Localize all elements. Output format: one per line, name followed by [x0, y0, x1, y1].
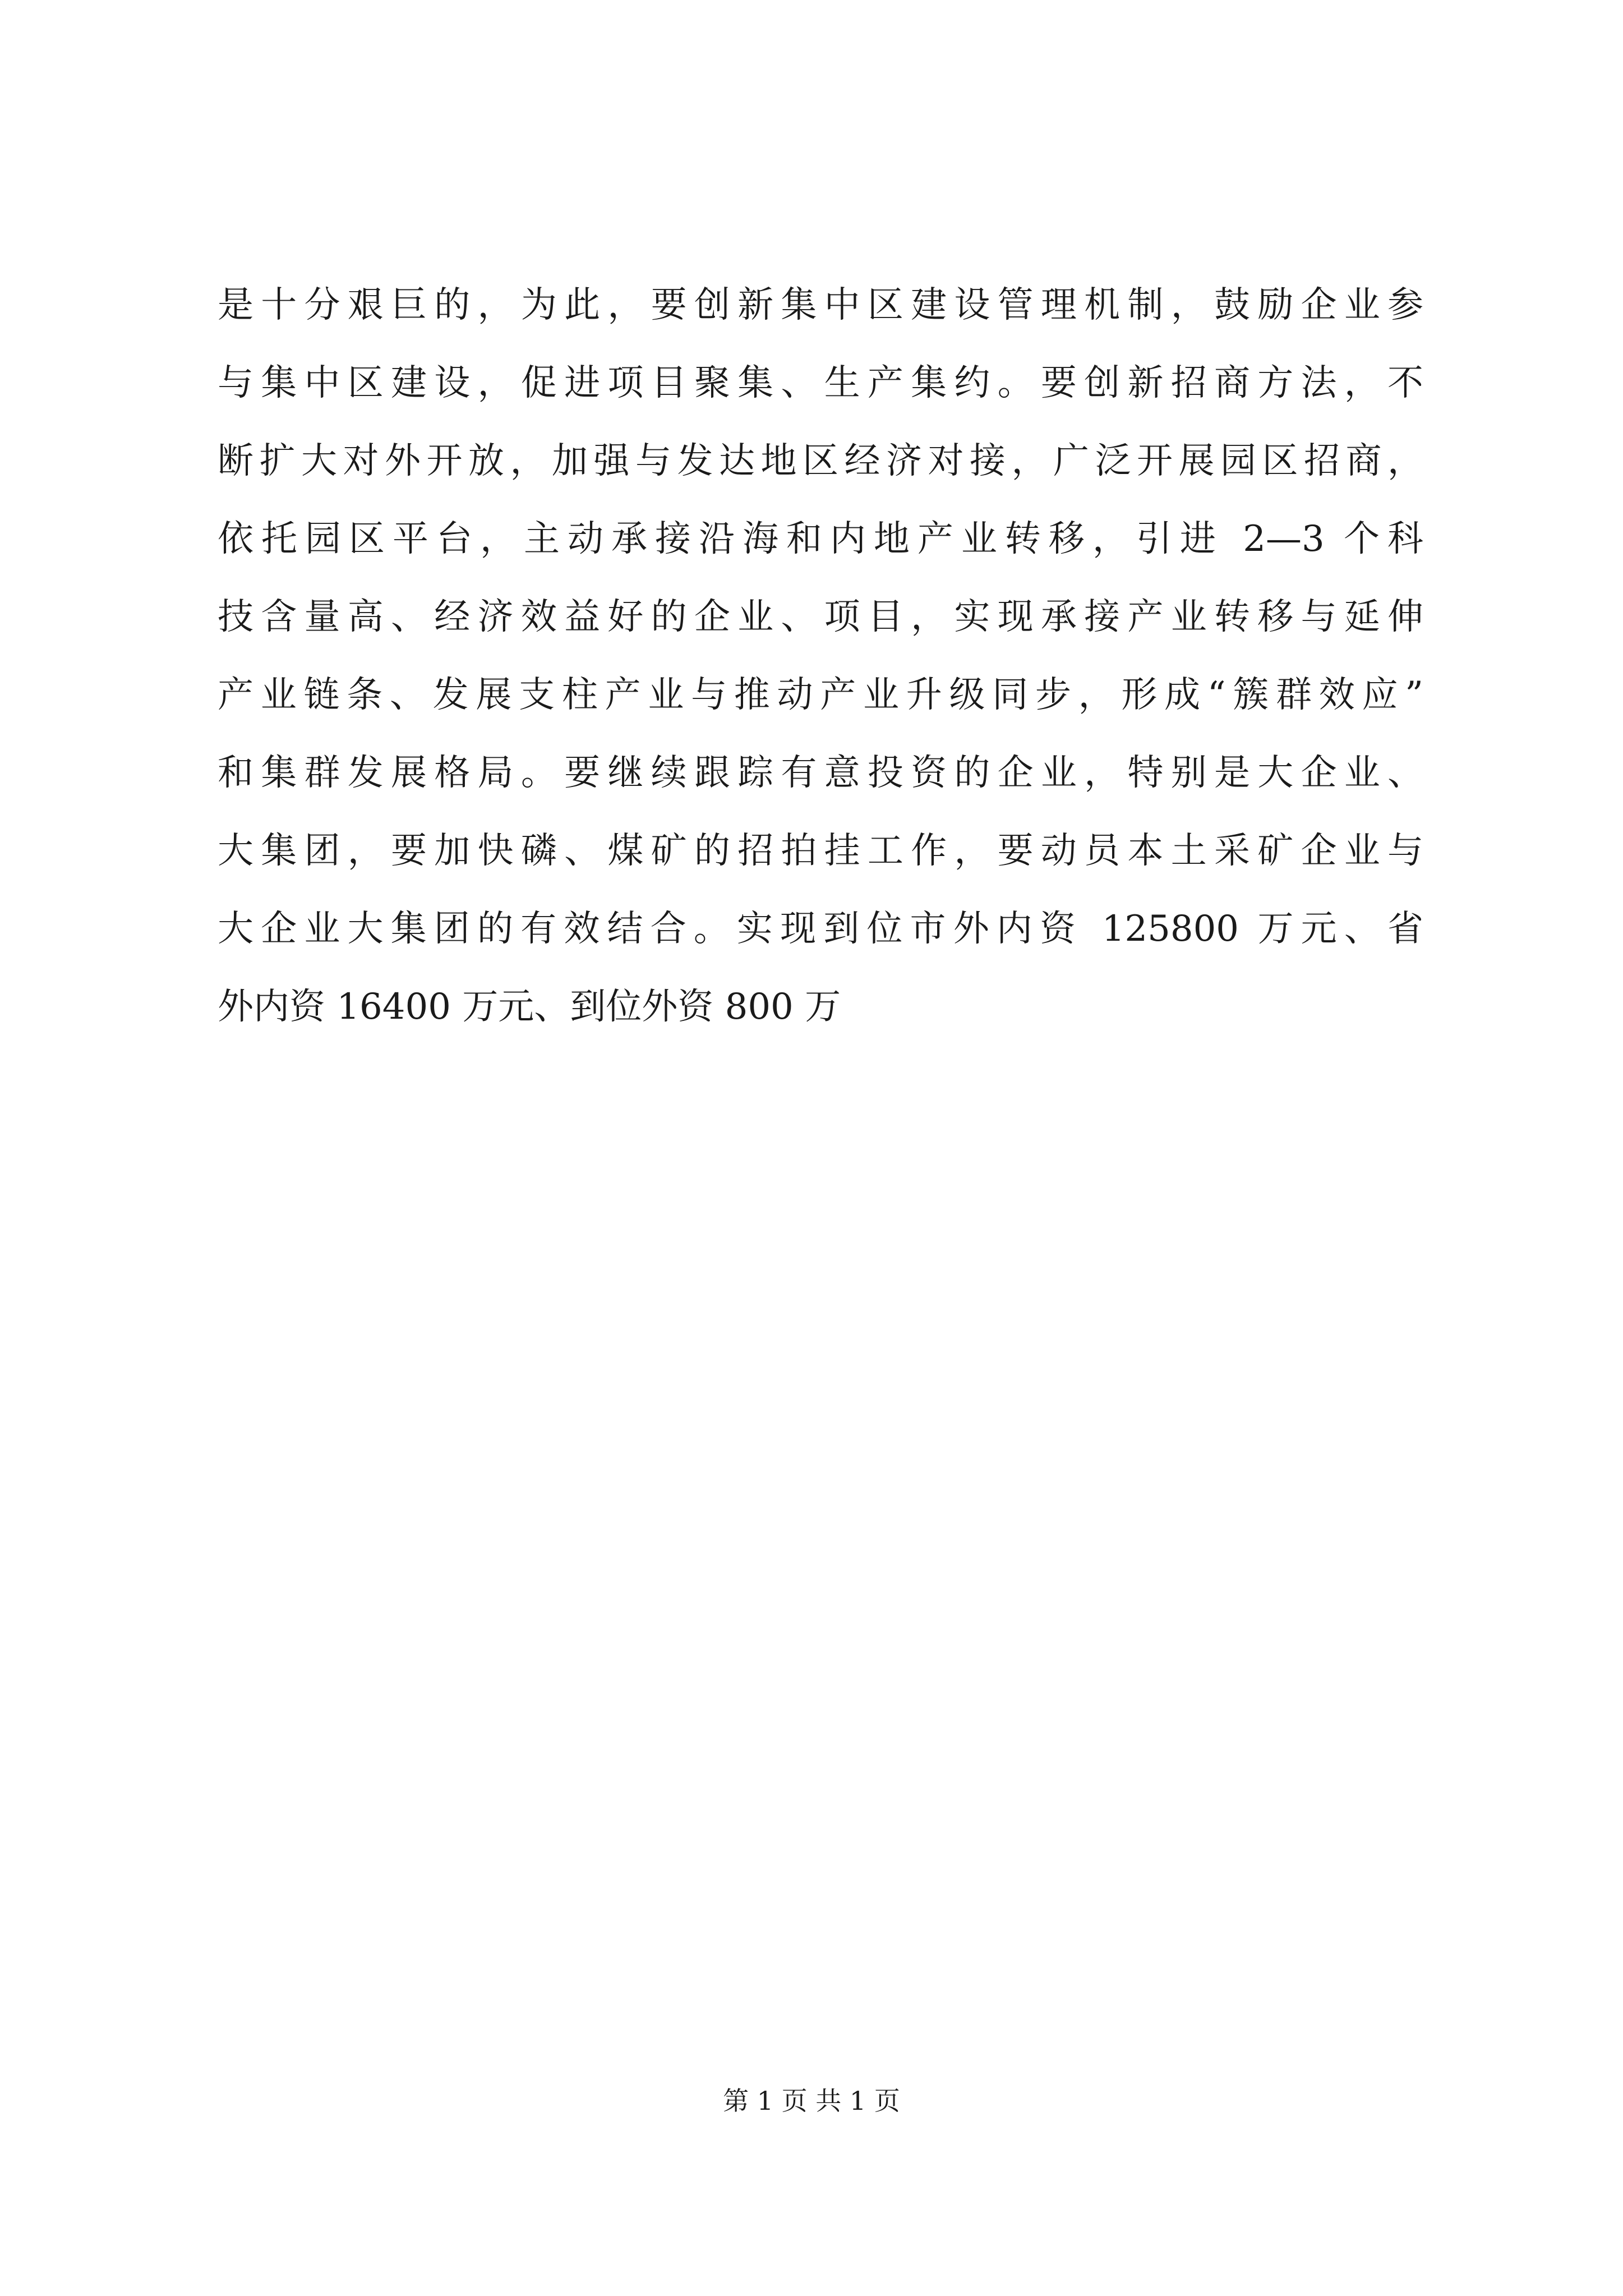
paragraph-line: 大集团，要加快磷、煤矿的招拍挂工作，要动员本土采矿企业与 [218, 830, 1423, 872]
paragraph-line: 与集中区建设，促进项目聚集、生产集约。要创新招商方法，不 [218, 362, 1423, 404]
paragraph-line: 断扩大对外开放，加强与发达地区经济对接，广泛开展园区招商， [218, 440, 1423, 482]
page-number-footer: 第 1 页 共 1 页 [723, 2086, 900, 2116]
body-paragraph [218, 266, 1423, 1046]
paragraph-line: 大企业大集团的有效结合。实现到位市外内资 125800 万元、省 [218, 908, 1423, 950]
paragraph-line: 依托园区平台，主动承接沿海和内地产业转移，引进 2—3 个科 [218, 518, 1423, 560]
paragraph-line: 技含量高、经济效益好的企业、项目，实现承接产业转移与延伸 [218, 596, 1423, 638]
paragraph-line: 外内资 16400 万元、到位外资 800 万 [218, 986, 841, 1028]
paragraph-line: 和集群发展格局。要继续跟踪有意投资的企业，特别是大企业、 [218, 752, 1423, 794]
paragraph-line: 产业链条、发展支柱产业与推动产业升级同步，形成“簇群效应” [218, 674, 1423, 716]
paragraph-line: 是十分艰巨的，为此，要创新集中区建设管理机制，鼓励企业参 [218, 284, 1423, 326]
